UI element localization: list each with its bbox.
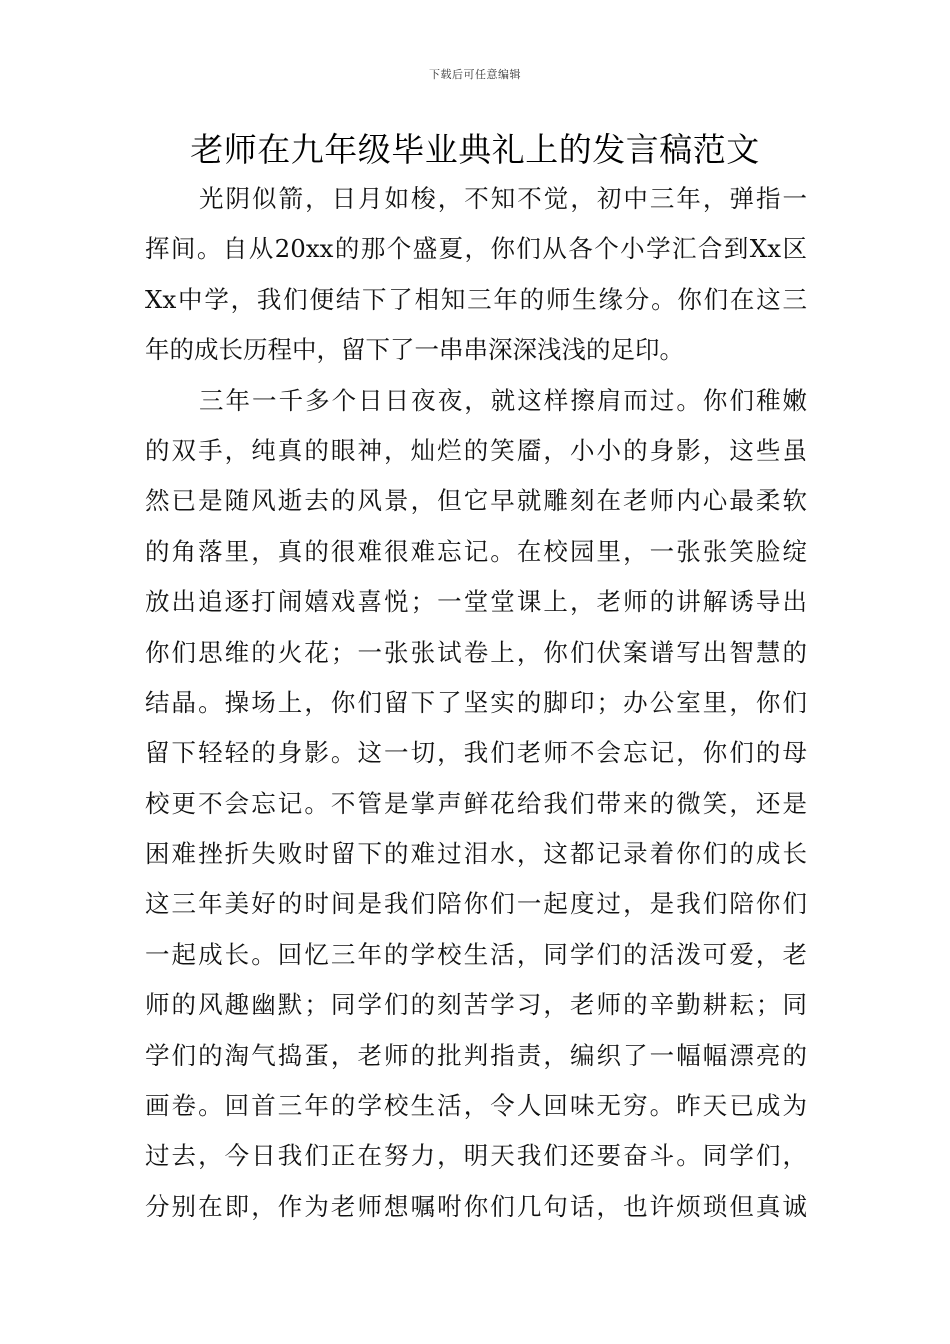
paragraph-2-line-11: 这三年美好的时间是我们陪你们一起度过，是我们陪你们 <box>145 889 807 919</box>
paragraph-2-line-4: 的角落里，真的很难很难忘记。在校园里，一张张笑脸绽 <box>145 536 807 566</box>
document-body <box>145 174 807 1232</box>
document-title: 老师在九年级毕业典礼上的发言稿范文 <box>190 130 760 169</box>
paragraph-2-line-6: 你们思维的火花；一张张试卷上，你们伏案谱写出智慧的 <box>145 637 807 667</box>
paragraph-2-line-15: 画卷。回首三年的学校生活，令人回味无穷。昨天已成为 <box>145 1091 807 1121</box>
paragraph-2-line-13: 师的风趣幽默；同学们的刻苦学习，老师的辛勤耕耘；同 <box>145 990 807 1020</box>
paragraph-2-line-1: 三年一千多个日日夜夜，就这样擦肩而过。你们稚嫩 <box>199 385 807 415</box>
paragraph-2-line-10: 困难挫折失败时留下的难过泪水，这都记录着你们的成长 <box>145 839 807 869</box>
paragraph-2-line-17: 分别在即，作为老师想嘱咐你们几句话，也许烦琐但真诚 <box>145 1191 807 1221</box>
paragraph-1-line-4: 年的成长历程中，留下了一串串深深浅浅的足印。 <box>145 335 684 365</box>
paragraph-2-line-16: 过去，今日我们正在努力，明天我们还要奋斗。同学们， <box>145 1141 807 1171</box>
paragraph-2-line-5: 放出追逐打闹嬉戏喜悦；一堂堂课上，老师的讲解诱导出 <box>145 587 807 617</box>
page-header-note: 下载后可任意编辑 <box>429 68 521 81</box>
paragraph-2-line-12: 一起成长。回忆三年的学校生活，同学们的活泼可爱，老 <box>145 939 807 969</box>
paragraph-1-line-1: 光阴似箭，日月如梭，不知不觉，初中三年，弹指一 <box>199 184 807 213</box>
paragraph-2-line-8: 留下轻轻的身影。这一切，我们老师不会忘记，你们的母 <box>145 738 807 768</box>
paragraph-2-line-14: 学们的淘气捣蛋，老师的批判指责，编织了一幅幅漂亮的 <box>145 1040 807 1070</box>
paragraph-1-line-2: 挥间。自从20xx的那个盛夏，你们从各个小学汇合到Xx区 <box>145 234 807 264</box>
paragraph-2-line-3: 然已是随风逝去的风景，但它早就雕刻在老师内心最柔软 <box>145 486 807 516</box>
paragraph-2-line-9: 校更不会忘记。不管是掌声鲜花给我们带来的微笑，还是 <box>145 788 807 818</box>
paragraph-2-line-7: 结晶。操场上，你们留下了坚实的脚印；办公室里，你们 <box>145 687 807 717</box>
paragraph-2-line-2: 的双手，纯真的眼神，灿烂的笑靥，小小的身影，这些虽 <box>145 435 807 465</box>
paragraph-1-line-3: Xx中学，我们便结下了相知三年的师生缘分。你们在这三 <box>145 284 807 314</box>
